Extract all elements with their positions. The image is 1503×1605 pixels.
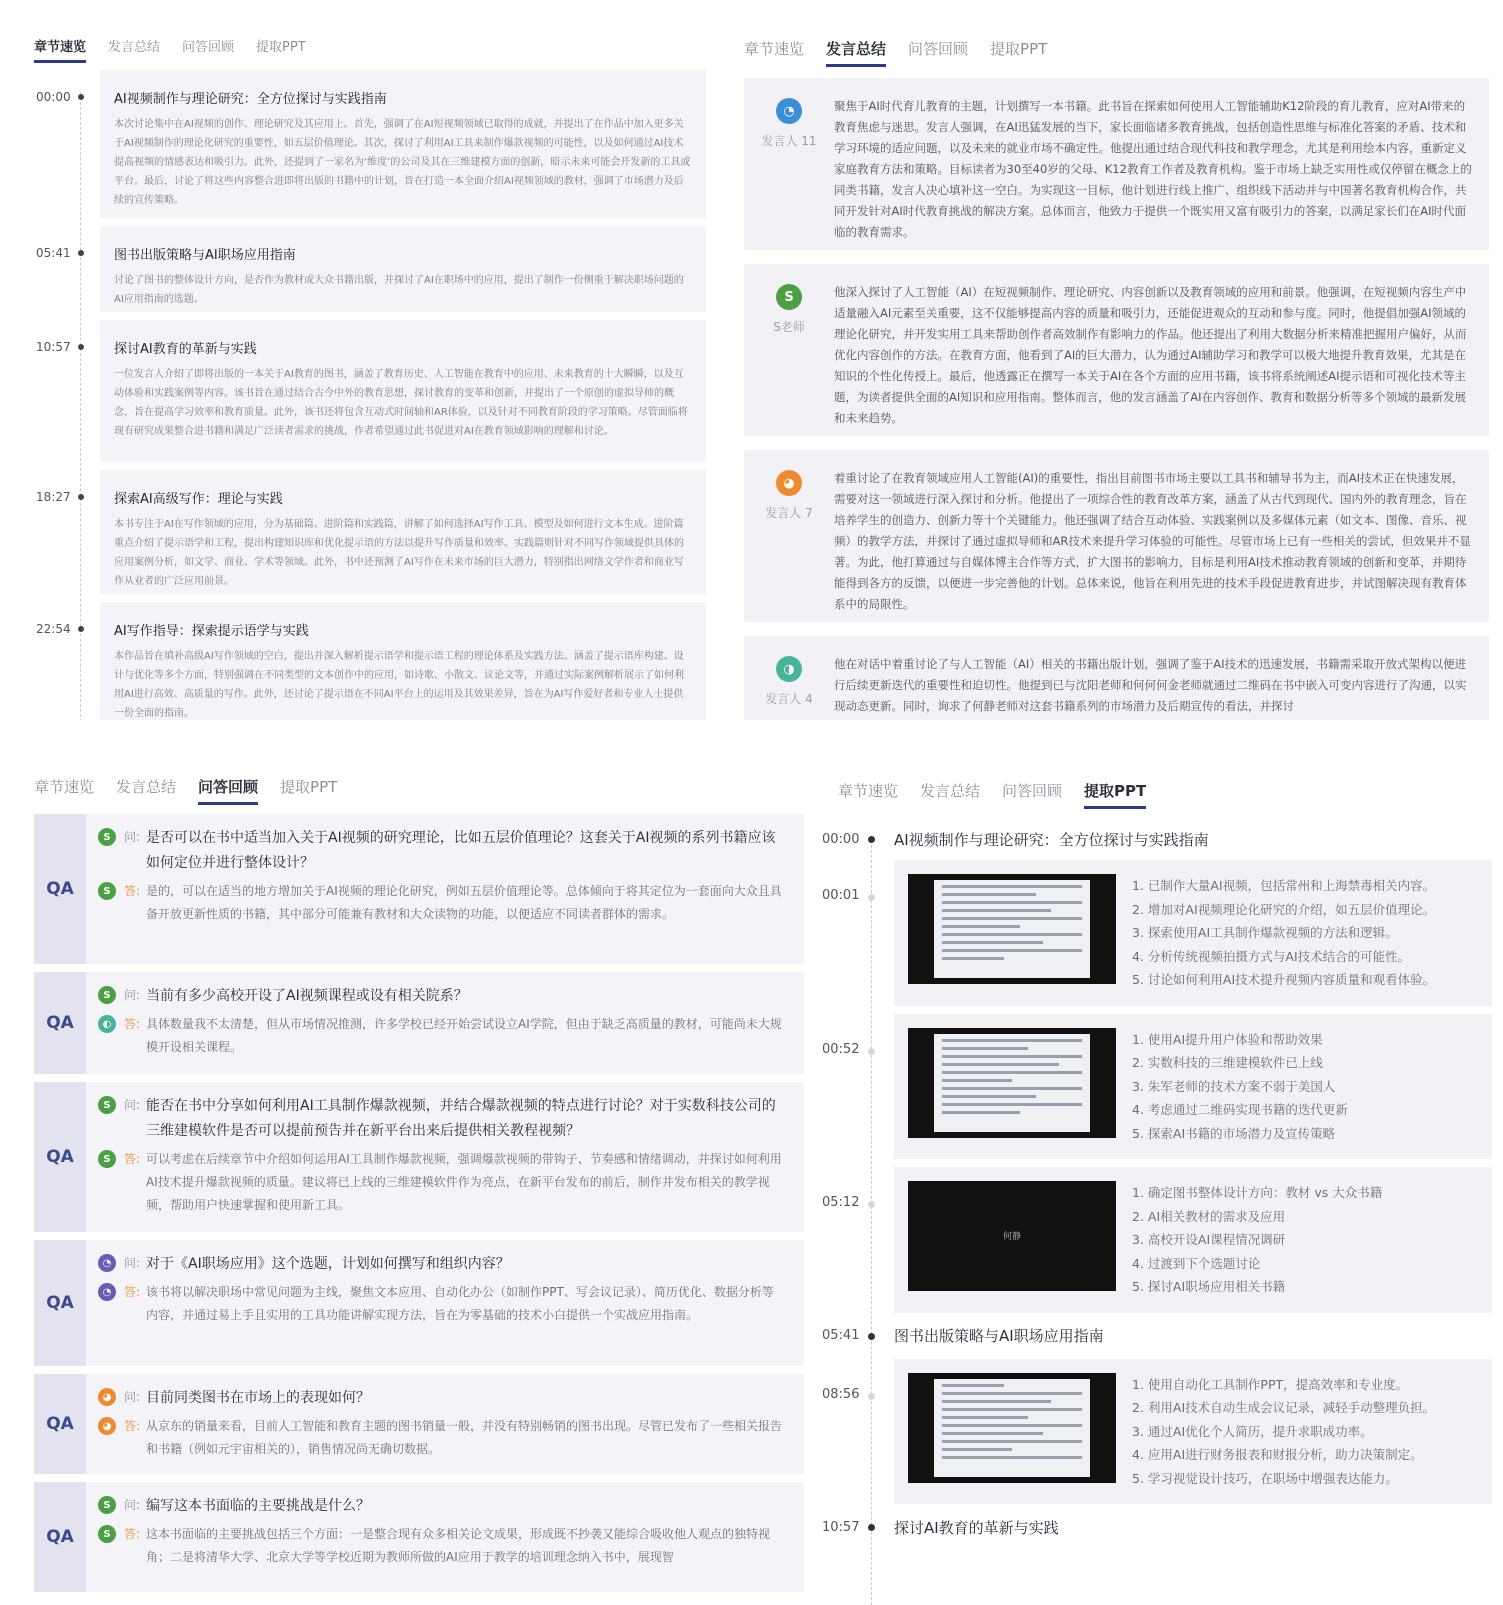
speaker-name: 发言人 7 [765, 506, 813, 520]
chapter-summary: 本书专注于AI在写作领域的应用，分为基础篇、进阶篇和实践篇，讲解了如何选择AI写作工具、模型及如何进行文本生成。进阶篇重点介绍了提示语学和工程，提出构建知识库和优化提示语的方法以提升写作质量和效率。实践篇则针对不同写作领域提供具体的应用案例分析，如文学、商业、学术等领域。此外，书中还预测了AI写作在未来市场的巨大潜力，特别指出网络文学作者和商业写作从业者的广泛应用前景。 [114, 519, 684, 587]
chapter-item[interactable] [0, 320, 706, 462]
chapter-title: 探讨AI教育的革新与实践 [114, 342, 257, 357]
chapter-time: 05:41 [36, 246, 71, 260]
chapter-title: 探索AI高级写作：理论与实践 [114, 492, 283, 507]
chapter-time: 00:00 [36, 90, 71, 104]
question-label: 问: [124, 1256, 141, 1270]
question-text: 编写这本书面临的主要挑战是什么？ [146, 1498, 371, 1514]
answer-text: 具体数量我不太清楚，但从市场情况推测，许多学校已经开始尝试设立AI学院，但由于缺乏高质量的教材，可能尚未大规模开设相关课程。 [146, 1017, 782, 1054]
slide-points [1116, 1373, 1435, 1491]
slide-point: 4. 考虑通过二维码实现书籍的迭代更新 [1132, 1102, 1348, 1117]
speaker-summary-text: 着重讨论了在教育领域应用人工智能(AI)的重要性，指出目前图书市场主要以工具书和辅导书为主，而AI技术正在快速发展，需要对这一领域进行深入探讨和分析。他提出了一项综合性的教育改革方案，涵盖了从古代到现代、国内外的教育理念，旨在培养学生的创造力、创新力等十个关键能力。他还强调了结合互动体验、实践案例以及多媒体元素（如文本、图像、音乐、视频）的教学方法，并探讨了通过虚拟导师和AR技术来提升学习体验的可能性。尽管市场上已有一些相关的尝试，但效果并不显著。为此，他打算通过与自媒体博主合作等方式，扩大图书的影响力，目标是利用AI技术推动教育领域的创新和变革，并期待能得到各方的反馈，以便进一步完善他的计划。总体来说，他旨在利用先进的技术手段促进教育进步，并试图解决现有教育体系中的局限性。 [834, 471, 1471, 611]
slide-points [1116, 1181, 1382, 1299]
chapter-title: AI视频制作与理论研究：全方位探讨与实践指南 [894, 830, 1209, 849]
qa-badge: QA [34, 814, 86, 964]
tab-bar [838, 780, 1168, 809]
tab-speaker-summary[interactable]: 发言总结 [108, 40, 161, 55]
chapter-summary: 讨论了图书的整体设计方向，是否作为教材或大众书籍出版，并探讨了AI在职场中的应用，提出了制作一份侧重于解决职场问题的AI应用指南的选题。 [114, 275, 684, 305]
slide-point: 1. 使用AI提升用户体验和帮助效果 [1132, 1031, 1323, 1047]
slide-points [1116, 1028, 1348, 1146]
answerer-avatar-icon: S [98, 1525, 116, 1543]
answer-text: 这本书面临的主要挑战包括三个方面：一是整合现有众多相关论文成果，形成既不抄袭又能综合吸收他人观点的独特视角；二是将清华大学、北京大学等学校近期为教师所做的AI应用于教学的培训理念纳入书中，展现智 [146, 1527, 771, 1564]
screen-capture [934, 1034, 1090, 1132]
ppt-slide-card [894, 1014, 1492, 1160]
asker-avatar-icon: ◕ [98, 1388, 116, 1406]
chapter-list [0, 70, 706, 720]
qa-review-panel [0, 760, 810, 1605]
chapter-title: 图书出版策略与AI职场应用指南 [114, 248, 296, 263]
chapter-title: 探讨AI教育的革新与实践 [894, 1518, 1059, 1537]
qa-card[interactable] [34, 1240, 804, 1366]
question-text: 当前有多少高校开设了AI视频课程或设有相关院系？ [146, 988, 468, 1004]
chapter-title: AI视频制作与理论研究：全方位探讨与实践指南 [114, 92, 387, 107]
slide-point: 3. 高校开设AI课程情况调研 [1132, 1232, 1286, 1247]
qa-card[interactable] [34, 1374, 804, 1474]
timeline-dot [868, 836, 875, 843]
qa-badge: QA [34, 1482, 86, 1592]
timeline-dot [868, 1201, 875, 1208]
answer-label: 答: [124, 1285, 141, 1299]
ppt-slide-card [894, 1359, 1492, 1505]
speaker-card[interactable] [744, 450, 1489, 622]
timeline-dot [78, 250, 84, 256]
slide-point: 3. 探索使用AI工具制作爆款视频的方法和逻辑。 [1132, 925, 1398, 940]
asker-avatar-icon: S [98, 1096, 116, 1114]
speaker-summary-panel [730, 0, 1503, 720]
question-label: 问: [124, 1498, 141, 1512]
answer-text: 该书将以解决职场中常见问题为主线，聚焦文本应用、自动化办公（如制作PPT、写会议记录）、简历优化、数据分析等内容，并通过易上手且实用的工具功能讲解实现方法，旨在为零基础的技术小白提供一个实战应用指南。 [146, 1285, 774, 1322]
question-text: 对于《AI职场应用》这个选题，计划如何撰写和组织内容？ [146, 1256, 510, 1272]
qa-list [34, 814, 804, 1600]
slide-point: 5. 学习视觉设计技巧，在职场中增强表达能力。 [1132, 1470, 1398, 1486]
timeline-dot [78, 626, 84, 632]
slide-time: 08:56 [822, 1386, 860, 1402]
qa-card[interactable] [34, 1082, 804, 1232]
slide-point: 2. AI相关教材的需求及应用 [1132, 1208, 1286, 1224]
screen-capture [934, 1379, 1090, 1477]
asker-avatar-icon: ◔ [98, 1254, 116, 1272]
chapter-card [100, 470, 706, 594]
qa-badge: QA [34, 972, 86, 1074]
chapter-card [100, 602, 706, 720]
asker-avatar-icon: S [98, 986, 116, 1004]
chapter-card [100, 320, 706, 462]
slide-thumbnail[interactable] [908, 1028, 1116, 1138]
asker-avatar-icon: S [98, 828, 116, 846]
slide-point: 5. 探索AI书籍的市场潜力及宣传策略 [1132, 1125, 1336, 1141]
chapter-time: 18:27 [36, 490, 71, 504]
chapter-title: AI写作指导：探索提示语学与实践 [114, 624, 309, 639]
timeline-dot [78, 344, 84, 350]
qa-badge: QA [34, 1240, 86, 1366]
answer-label: 答: [124, 884, 141, 898]
chapter-item[interactable] [0, 470, 706, 594]
tab-speaker-summary[interactable]: 发言总结 [116, 778, 177, 796]
chapter-time: 10:57 [36, 340, 71, 354]
ppt-list [810, 824, 1500, 1542]
timeline-dot [78, 94, 84, 100]
answer-text: 是的，可以在适当的地方增加关于AI视频的理论化研究，例如五层价值理论等。总体倾向于将其定位为一套面向大众且具备开放更新性质的书籍，其中部分可能兼有教材和大众读物的功能，以便适应不同读者群体的需求。 [146, 884, 782, 921]
tab-qa-review[interactable]: 问答回顾 [182, 40, 235, 55]
chapter-summary: 本次讨论集中在AI视频的创作、理论研究及其应用上。首先，强调了在AI短视频领域已取得的成就，并提出了在作品中加入更多关于AI视频制作的理论化研究的重要性，如五层价值理论。其次，探讨了利用AI工具来制作爆款视频的可能性，以及如何通过AI技术提高视频的情感表达和吸引力。此外，还提到了一家名为‘维度’的公司及其在三维建模方面的创新，暗示未来可能会开发新的工具或平台。最后，讨论了将这些内容整合进即将出版的书籍中的计划，旨在打造一本全面介绍AI视频领域的教材，强调了市场潜力及后续的宣传策略。 [114, 119, 691, 206]
ppt-slide-card [894, 860, 1492, 1006]
slide-point: 5. 讨论如何利用AI技术提升视频内容质量和观看体验。 [1132, 972, 1436, 987]
slide-thumbnail[interactable] [908, 1181, 1116, 1291]
ppt-slide-item[interactable] [810, 860, 1500, 1006]
speaker-summary-text: 他深入探讨了人工智能（AI）在短视频制作、理论研究、内容创新以及教育领域的应用和前景。他强调，在短视频内容生产中适量融入AI元素至关重要，这不仅能够提高内容的质量和吸引力，还能促进观众的互动和参与度。同时，他提倡加强AI领域的理论化研究，并开发实用工具来帮助创作者高效制作有影响力的作品。他还提出了利用大数据分析来精准把握用户偏好，从而优化内容创作的方法。在教育方面，他看到了AI的巨大潜力，认为通过AI辅助学习和教学可以极大地提升教育效果，尤其是在知识的个性化传授上。最后，他透露正在撰写一本关于AI在各个方面的应用书籍，该书将系统阐述AI提示语和可视化技术等主题，为读者提供全面的AI知识和应用指南。整体而言，他的发言涵盖了AI在内容创作、教育和数据分析等多个领域的最新发展和未来趋势。 [834, 285, 1467, 425]
tab-bar [34, 36, 328, 63]
speaker-list [744, 78, 1489, 720]
tab-qa-review[interactable]: 问答回顾 [198, 776, 258, 805]
answer-text: 从京东的销量来看，目前人工智能和教育主题的图书销量一般，并没有特别畅销的图书出现。尽管已发布了一些相关报告和书籍（例如元宇宙相关的），销售情况尚无确切数据。 [146, 1419, 783, 1456]
chapter-overview-panel [0, 0, 730, 720]
slide-point: 1. 已制作大量AI视频，包括常州和上海禁毒相关内容。 [1132, 878, 1436, 893]
tab-qa-review[interactable]: 问答回顾 [1002, 782, 1063, 800]
slide-point: 2. 利用AI技术自动生成会议记录，减轻手动整理负担。 [1132, 1400, 1436, 1415]
slide-point: 1. 使用自动化工具制作PPT，提高效率和专业度。 [1132, 1376, 1409, 1392]
speaker-name: S老师 [773, 320, 805, 334]
tab-bar [34, 776, 359, 805]
answerer-avatar-icon: ◔ [98, 1283, 116, 1301]
answerer-avatar-icon: S [98, 882, 116, 900]
video-speaker-label: 何静 [1002, 1232, 1021, 1242]
slide-point: 5. 探讨AI职场应用相关书籍 [1132, 1279, 1286, 1294]
chapter-time: 22:54 [36, 622, 71, 636]
ppt-chapter-heading[interactable] [810, 824, 1500, 854]
ppt-chapter-heading[interactable] [810, 1321, 1500, 1351]
chapter-card [100, 226, 706, 312]
question-label: 问: [124, 1098, 141, 1112]
ppt-chapter-heading[interactable] [810, 1512, 1500, 1542]
question-text: 目前同类图书在市场上的表现如何？ [146, 1390, 371, 1406]
speaker-avatar: ◕ [776, 470, 802, 496]
tab-extract-ppt[interactable]: 提取PPT [280, 778, 338, 796]
question-label: 问: [124, 830, 141, 844]
tab-extract-ppt[interactable]: 提取PPT [990, 40, 1048, 58]
chapter-title: 图书出版策略与AI职场应用指南 [894, 1327, 1104, 1345]
slide-time: 00:52 [822, 1041, 860, 1057]
speaker-summary-text: 聚焦于AI时代育儿教育的主题，计划撰写一本书籍。此书旨在探索如何使用人工智能辅助K12阶段的育儿教育，应对AI带来的教育焦虑与迷思。发言人强调，在AI迅猛发展的当下，家长面临诸多教育挑战，包括创造性思维与标准化答案的矛盾、技术和学习环境的适应问题，以及未来的就业市场不确定性。他提出通过结合现代科技和教学理念，尤其是利用绘本内容，重新定义家庭教育方法和策略。目标读者为30至40岁的父母、K12教育工作者及教育机构。鉴于市场上缺乏实用性或仅停留在概念上的同类书籍，发言人决心填补这一空白。为实现这一目标，他计划进行线上推广、组织线下活动并与中国著名教育机构合作，共同开发针对AI时代教育挑战的解决方案。总体而言，他致力于提供一个既实用又富有吸引力的答案，以满足家长们在AI时代面临的教育需求。 [834, 99, 1472, 239]
answer-text: 可以考虑在后续章节中介绍如何运用AI工具制作爆款视频，强调爆款视频的带钩子、节奏感和情绪调动，并探讨如何利用AI技术提升爆款视频的质量。建议将已上线的三维建模软件作为亮点，在新平台发布的前后，制作并发布相关的教学视频，帮助用户快速掌握和使用新工具。 [146, 1152, 782, 1212]
slide-thumbnail[interactable] [908, 874, 1116, 984]
slide-time: 00:01 [822, 888, 860, 903]
slide-point: 3. 通过AI优化个人简历，提升求职成功率。 [1132, 1423, 1373, 1439]
answerer-avatar-icon: ◐ [98, 1015, 116, 1033]
speaker-avatar: S [776, 284, 802, 310]
chapter-item[interactable] [0, 70, 706, 218]
tab-extract-ppt[interactable]: 提取PPT [256, 40, 306, 55]
answer-label: 答: [124, 1419, 141, 1433]
qa-badge: QA [34, 1082, 86, 1232]
chapter-item[interactable] [0, 226, 706, 312]
ppt-slide-item[interactable] [810, 1359, 1500, 1505]
answer-label: 答: [124, 1017, 141, 1031]
speaker-name: 发言人 4 [765, 692, 813, 706]
slide-point: 2. 增加对AI视频理论化研究的介绍，如五层价值理论。 [1132, 901, 1436, 917]
answer-label: 答: [124, 1527, 141, 1541]
timeline-dot [868, 1524, 875, 1531]
qa-card[interactable] [34, 1482, 804, 1592]
chapter-summary: 一位发言人介绍了即将出版的一本关于AI教育的图书，涵盖了教育历史、人工智能在教育中的应用、未来教育的十大瞬瞬，以及互动体验和实践案例等内容。该书旨在通过结合古今中外的教育思想，探讨教育的变革和创新，并提出了一个原创的虚拟导师的概念，旨在提高学习效率和教育质量。此外，该书还将包含互动式时间轴和AR体验，以及针对不同教育阶段的学习策略。尽管面临将现有研究成果整合进书籍和满足广泛读者需求的挑战，作者希望通过此书促进对AI在教育领域影响的理解和讨论。 [114, 369, 688, 437]
slide-point: 4. 过渡到下个选题讨论 [1132, 1255, 1261, 1271]
question-label: 问: [124, 1390, 141, 1404]
question-label: 问: [124, 988, 141, 1002]
timeline-dot [78, 494, 84, 500]
slide-point: 4. 分析传统视频拍摄方式与AI技术结合的可能性。 [1132, 948, 1411, 964]
tab-qa-review[interactable]: 问答回顾 [908, 40, 969, 58]
chapter-summary: 本作品旨在填补高级AI写作领域的空白，提出并深入解析提示语学和提示语工程的理论体系及实践方法。涵盖了提示语库构建、设计与优化等多个方面，特别强调在不同类型的文本创作中的应用，如诗歌、小散文、议论文等，并通过实际案例解析展示了如何利用AI进行高效、高质量的写作。此外，还讨论了提示语在不同AI平台上的运用及其效果差异，旨在为AI写作爱好者和专业人士提供一份全面的指南。 [114, 651, 684, 719]
asker-avatar-icon: S [98, 1496, 116, 1514]
answer-label: 答: [124, 1152, 141, 1166]
qa-badge: QA [34, 1374, 86, 1474]
timeline-dot [868, 894, 875, 901]
slide-point: 2. 实数科技的三维建模软件已上线 [1132, 1055, 1323, 1070]
tab-speaker-summary[interactable]: 发言总结 [826, 38, 886, 67]
speaker-card[interactable] [744, 636, 1489, 720]
extract-ppt-panel [810, 760, 1503, 1605]
speaker-avatar: ◔ [776, 98, 802, 124]
speaker-card[interactable] [744, 78, 1489, 250]
chapter-time: 05:41 [822, 1328, 860, 1343]
tab-chapter-overview[interactable]: 章节速览 [34, 36, 86, 63]
speaker-card[interactable] [744, 264, 1489, 436]
tab-chapter-overview[interactable]: 章节速览 [744, 40, 805, 58]
chapter-card [100, 70, 706, 218]
chapter-time: 00:00 [822, 831, 860, 847]
slide-points [1116, 874, 1435, 992]
tab-speaker-summary[interactable]: 发言总结 [920, 782, 981, 800]
tab-bar [744, 38, 1069, 67]
slide-time: 05:12 [822, 1195, 860, 1210]
answerer-avatar-icon: ◕ [98, 1417, 116, 1435]
chapter-time: 10:57 [822, 1519, 860, 1535]
speaker-name: 发言人 11 [761, 134, 817, 148]
question-text: 能否在书中分享如何利用AI工具制作爆款视频，并结合爆款视频的特点进行讨论？对于实数科技公司的三维建模软件是否可以提前预告并在新平台出来后提供相关教程视频？ [146, 1098, 776, 1139]
question-text: 是否可以在书中适当加入关于AI视频的研究理论，比如五层价值理论？这套关于AI视频的系列书籍应该如何定位并进行整体设计？ [146, 830, 776, 871]
tab-chapter-overview[interactable]: 章节速览 [838, 782, 899, 800]
timeline-dot [868, 1048, 875, 1055]
ppt-slide-item[interactable] [810, 1167, 1500, 1313]
screen-capture [934, 880, 1090, 978]
slide-point: 3. 朱军老师的技术方案不弱于美国人 [1132, 1078, 1336, 1094]
speaker-summary-text: 他在对话中着重讨论了与人工智能（AI）相关的书籍出版计划，强调了鉴于AI技术的迅速发展，书籍需采取开放式架构以便进行后续更新迭代的重要性和迫切性。他提到已与沈阳老师和何何何金老师就通过二维码在书中嵌入可变内容进行了沟通，以实现动态更新。同时，询求了何静老师对这套书籍系列的市场潜力及后期宣传的看法，并探讨 [834, 657, 1467, 713]
timeline-dot [868, 1393, 875, 1400]
timeline-dot [868, 1333, 875, 1340]
chapter-item[interactable] [0, 602, 706, 720]
ppt-slide-card [894, 1167, 1492, 1313]
slide-point: 4. 应用AI进行财务报表和财报分析，助力决策制定。 [1132, 1447, 1423, 1462]
ppt-slide-item[interactable] [810, 1014, 1500, 1160]
answerer-avatar-icon: S [98, 1150, 116, 1168]
slide-point: 1. 确定图书整体设计方向：教材 vs 大众书籍 [1132, 1185, 1383, 1200]
slide-thumbnail[interactable] [908, 1373, 1116, 1483]
qa-card[interactable] [34, 814, 804, 964]
speaker-avatar: ◑ [776, 656, 802, 682]
tab-chapter-overview[interactable]: 章节速览 [34, 778, 95, 796]
qa-card[interactable] [34, 972, 804, 1074]
tab-extract-ppt[interactable]: 提取PPT [1084, 780, 1146, 809]
